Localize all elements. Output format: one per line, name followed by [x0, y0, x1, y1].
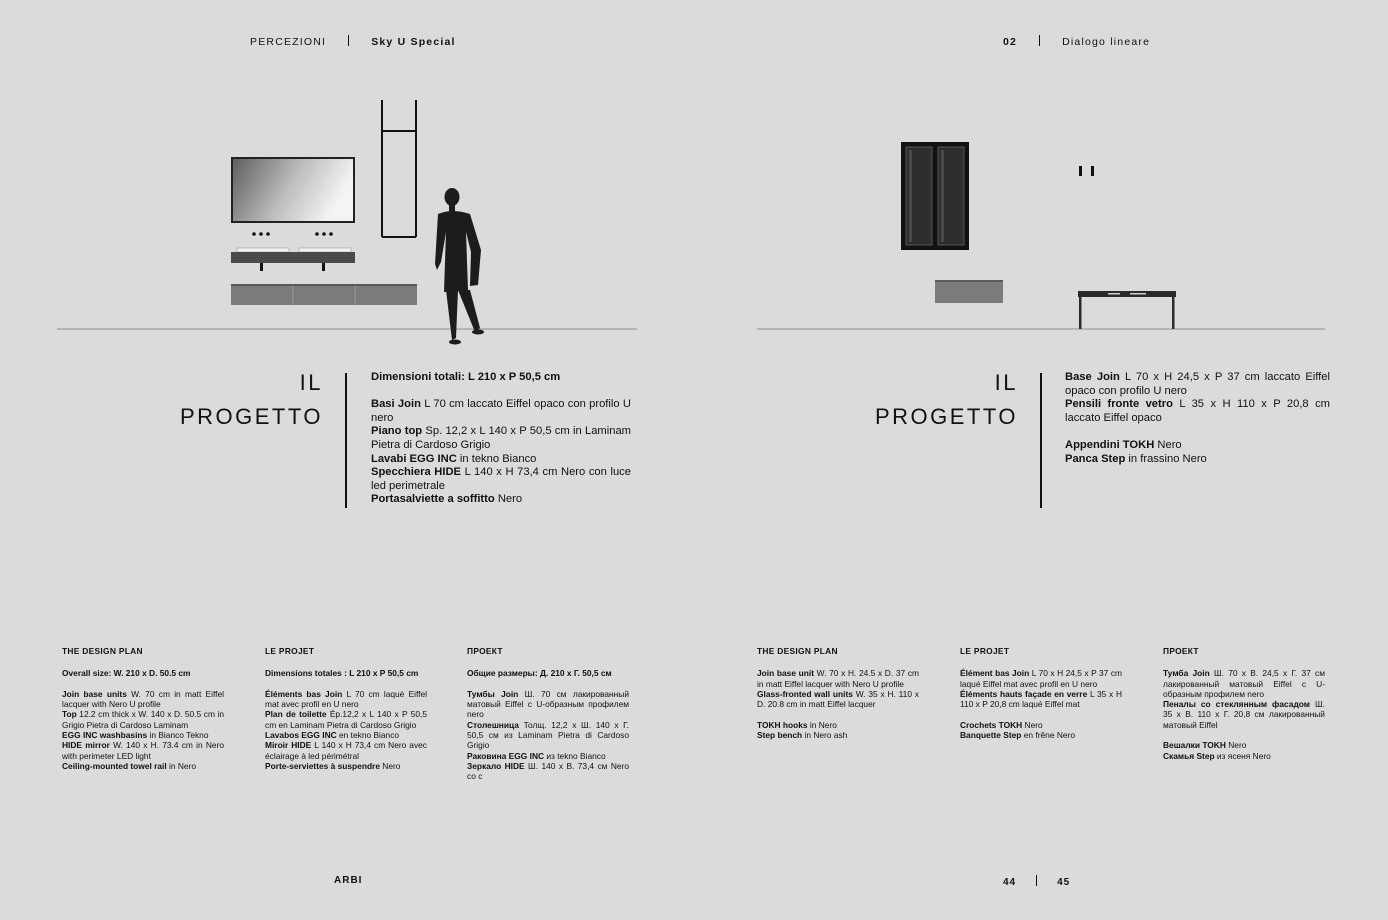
vanity-top	[231, 248, 355, 271]
left-column-russian	[467, 646, 629, 782]
section-title: Dialogo lineare	[1062, 36, 1151, 48]
right-project-heading	[845, 366, 1018, 434]
column-line: Porte-serviettes à suspendre Nero	[265, 760, 401, 771]
heading-line-2: PROGETTO	[179, 404, 323, 429]
header-divider	[1039, 35, 1040, 46]
column-heading: THE DESIGN PLAN	[62, 646, 143, 656]
column-line: Тумба Join Ш. 70 x В. 24,5 x Г. 37 см лакированный матовый Eiffel с U-образным профилем nero	[1163, 668, 1325, 699]
spec-line: Panca Step in frassino Nero	[1065, 452, 1207, 465]
column-line: HIDE mirror W. 140 x H. 73.4 cm in Nero with perimeter LED light	[62, 740, 224, 761]
step-bench	[1078, 291, 1176, 329]
spec-line: Piano top Sp. 12,2 x L 140 x P 50,5 cm in Laminam Pietra di Cardoso Grigio	[371, 425, 631, 451]
column-heading: ПРОЕКТ	[467, 646, 503, 656]
column-line: TOKH hooks in Nero	[757, 719, 837, 730]
person-figure	[435, 188, 484, 345]
header-divider	[348, 35, 349, 46]
column-line: Éléments hauts façade en verre L 35 x H 110 x P 20,8 cm laqué Eiffel mat	[960, 688, 1122, 710]
column-line: Раковина EGG INC из tekno Bianco	[467, 750, 606, 761]
heading-line-1: IL	[299, 370, 323, 395]
column-line: Step bench in Nero ash	[757, 730, 848, 741]
column-heading: ПРОЕКТ	[1163, 646, 1199, 656]
column-line: Top 12.2 cm thick x W. 140 x D. 50.5 cm in Grigio Pietra di Cardoso Laminam	[62, 709, 224, 730]
hide-mirror	[231, 157, 355, 223]
right-column-russian	[1163, 646, 1325, 761]
section-number: 02	[1003, 36, 1018, 48]
spec-line: Lavabi EGG INC in tekno Bianco	[371, 452, 537, 465]
column-total: Общие размеры: Д. 210 x Г. 50,5 см	[467, 668, 612, 679]
right-column-english	[757, 646, 919, 740]
left-column-french	[265, 646, 427, 771]
left-project-specs	[371, 371, 631, 507]
total-dimensions: Dimensioni totali: L 210 x P 50,5 cm	[371, 371, 561, 383]
page-numbers	[1003, 875, 1070, 888]
column-line: Зеркало HIDE Ш. 140 x В. 73,4 см Nero со с	[467, 760, 630, 782]
ceiling-towel-rail	[382, 100, 416, 237]
column-line: Ceiling-mounted towel rail in Nero	[62, 760, 197, 771]
column-line: Élément bas Join L 70 x H 24,5 x P 37 cm laqué Eiffel mat avec profil en U nero	[960, 668, 1122, 689]
brand-footer: ARBI	[334, 875, 363, 886]
column-line: Join base units W. 70 cm in matt Eiffel lacquer with Nero U profile	[62, 688, 225, 710]
page-number-left: 44	[1003, 877, 1017, 888]
column-heading: THE DESIGN PLAN	[757, 646, 838, 656]
left-vertical-rule	[345, 373, 347, 508]
spec-line: Pensili fronte vetro L 35 x H 110 x P 20,8 cm laccato Eiffel opaco	[1065, 398, 1330, 424]
left-project-heading	[150, 366, 323, 434]
right-project-specs	[1065, 371, 1330, 466]
column-line: Столешница Толщ. 12,2 x Ш. 140 x Г. 50,5 см из Laminam Pietra di Cardoso Grigio	[467, 719, 629, 751]
join-base-unit	[935, 280, 1003, 303]
spec-line: Specchiera HIDE L 140 x H 73,4 cm Nero con luce led perimetrale	[371, 466, 631, 492]
column-line: Вешалки TOKH Nero	[1163, 740, 1247, 751]
tokh-hooks	[1079, 166, 1094, 176]
right-running-header	[1003, 35, 1150, 48]
taps	[252, 232, 333, 236]
column-line: Скамья Step из ясеня Nero	[1163, 750, 1271, 761]
column-line: Пеналы со стеклянным фасадом Ш. 35 x В. 110 x Г. 20,8 см лакированный матовый Eiffel	[1163, 699, 1325, 730]
spec-line: Base Join L 70 x H 24,5 x P 37 cm laccato Eiffel opaco con profilo U nero	[1065, 371, 1331, 397]
column-line: Plan de toilette Ép.12,2 x L 140 x P 50,5 cm en Laminam Pietra di Cardoso Grigio	[265, 709, 427, 730]
column-heading: LE PROJET	[960, 646, 1010, 656]
spec-line: Portasalviette a soffitto Nero	[371, 493, 523, 506]
left-running-header	[250, 35, 456, 48]
column-line: Glass-fronted wall units W. 35 x H. 110 x D. 20.8 cm in matt Eiffel lacquer	[757, 688, 919, 710]
column-line: EGG INC washbasins in Bianco Tekno	[62, 730, 209, 741]
column-line: Banquette Step en frêne Nero	[960, 730, 1075, 741]
glass-fronted-wall-units	[901, 142, 969, 250]
right-vertical-rule	[1040, 373, 1042, 508]
heading-line-1: IL	[994, 370, 1018, 395]
collection-name: PERCEZIONI	[250, 36, 327, 48]
column-line: Тумбы Join Ш. 70 см лакированный матовый Eiffel с U-образным профилем nero	[467, 688, 630, 720]
footer-divider	[1036, 875, 1037, 886]
column-line: Lavabos EGG INC en tekno Bianco	[265, 730, 400, 741]
spec-line: Appendini TOKH Nero	[1065, 438, 1182, 451]
column-line: Crochets TOKH Nero	[960, 719, 1043, 730]
join-base-units	[231, 284, 417, 305]
page-number-right: 45	[1057, 877, 1071, 888]
spec-line: Basi Join L 70 cm laccato Eiffel opaco con profilo U nero	[371, 398, 631, 424]
column-total: Overall size: W. 210 x D. 50.5 cm	[62, 668, 191, 679]
column-line: Éléments bas Join L 70 cm laqué Eiffel mat avec profil en U nero	[265, 688, 427, 710]
column-line: Join base unit W. 70 x H. 24.5 x D. 37 cm in matt Eiffel lacquer with Nero U profile	[757, 668, 919, 689]
heading-line-2: PROGETTO	[874, 404, 1018, 429]
model-name: Sky U Special	[371, 36, 456, 48]
column-line: Miroir HIDE L 140 x H 73,4 cm Nero avec éclairage à led périmétral	[265, 740, 427, 761]
right-column-french	[960, 646, 1122, 740]
left-column-english	[62, 646, 224, 771]
column-total: Dimensions totales : L 210 x P 50,5 cm	[265, 668, 419, 679]
column-heading: LE PROJET	[265, 646, 315, 656]
